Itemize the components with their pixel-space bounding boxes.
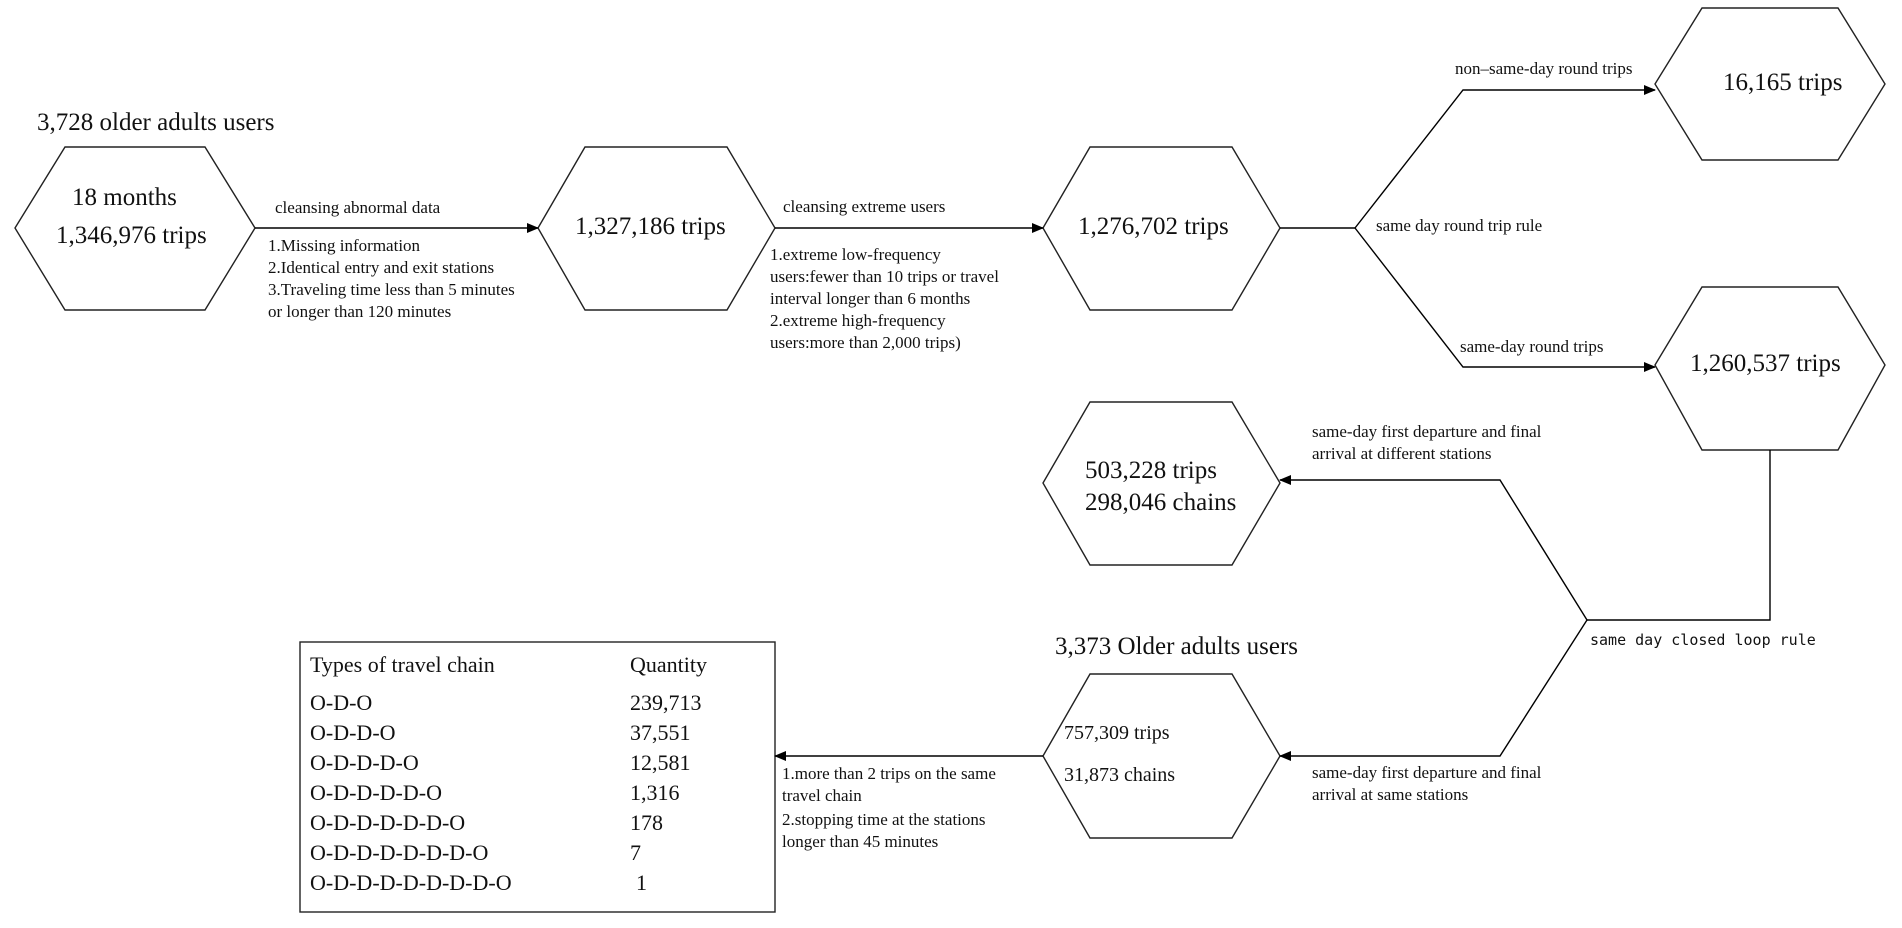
split2-upper-label-line1: same-day first departure and final [1312,422,1542,441]
source-months-label: 18 months [72,184,177,211]
split2-lower-label-line2: arrival at same stations [1312,785,1469,804]
table-row-qty: 1 [636,870,647,895]
arrow-to-503228 [1280,480,1587,620]
hexagon-757309 [1043,674,1280,838]
split1-rule-label: same day round trip rule [1376,216,1543,235]
split1-upper-label: non–same-day round trips [1455,59,1633,78]
edge-abnormal-note-1: 1.Missing information [268,236,421,255]
source-users-header: 3,728 older adults users [37,109,275,136]
node-1276702-label: 1,276,702 trips [1078,213,1229,240]
table-row-qty: 178 [630,810,663,835]
split2-lower-label-line1: same-day first departure and final [1312,763,1542,782]
table-row-qty: 12,581 [630,750,691,775]
edge-extreme-note-5: users:more than 2,000 trips) [770,333,961,352]
node-757309-trips-label: 757,309 trips [1064,722,1170,744]
table-row-qty: 7 [630,840,641,865]
table-header-type: Types of travel chain [310,652,495,677]
split1-lower-label: same-day round trips [1460,337,1604,356]
edge-cleansing-extreme-label: cleansing extreme users [783,197,946,216]
table-row-type: O-D-D-D-D-D-D-D-O [310,870,512,895]
table-row-type: O-D-D-O [310,720,396,745]
edge-extreme-note-2: users:fewer than 10 trips or travel [770,267,999,286]
node-503228-trips-label: 503,228 trips [1085,457,1217,484]
edge-extreme-note-4: 2.extreme high-frequency [770,311,946,330]
edge-chain-note-3: 2.stopping time at the stations [782,810,986,829]
table-row-type: O-D-O [310,690,373,715]
split2-upper-label-line2: arrival at different stations [1312,444,1492,463]
node-503228-chains-label: 298,046 chains [1085,489,1237,516]
node-757309-chains-label: 31,873 chains [1064,764,1176,786]
arrow-to-16165 [1355,90,1655,228]
table-row-type: O-D-D-D-D-O [310,780,442,805]
edge-abnormal-note-4: or longer than 120 minutes [268,302,452,321]
edge-extreme-note-3: interval longer than 6 months [770,289,971,308]
line-down-closed-loop [1587,450,1770,620]
table-header-quantity: Quantity [630,652,707,677]
table-row-qty: 37,551 [630,720,691,745]
edge-chain-note-1: 1.more than 2 trips on the same [782,764,996,783]
table-row-qty: 1,316 [630,780,680,805]
edge-abnormal-note-3: 3.Traveling time less than 5 minutes [268,280,515,299]
node-757309-users-header: 3,373 Older adults users [1055,633,1299,660]
node-16165-label: 16,165 trips [1723,69,1843,96]
table-row-type: O-D-D-D-D-D-D-O [310,840,489,865]
table-row-type: O-D-D-D-O [310,750,419,775]
edge-abnormal-note-2: 2.Identical entry and exit stations [268,258,495,277]
table-row-qty: 239,713 [630,690,702,715]
edge-chain-note-2: travel chain [782,786,862,805]
source-trips-label: 1,346,976 trips [56,222,207,249]
edge-cleansing-abnormal-label: cleansing abnormal data [275,198,441,217]
node-1260537-label: 1,260,537 trips [1690,350,1841,377]
edge-extreme-note-1: 1.extreme low-frequency [770,245,941,264]
table-row-type: O-D-D-D-D-D-O [310,810,466,835]
node-1327186-label: 1,327,186 trips [575,213,726,240]
split2-rule-label: same day closed loop rule [1590,631,1816,649]
arrow-to-757309 [1280,620,1587,756]
edge-chain-note-4: longer than 45 minutes [782,832,939,851]
